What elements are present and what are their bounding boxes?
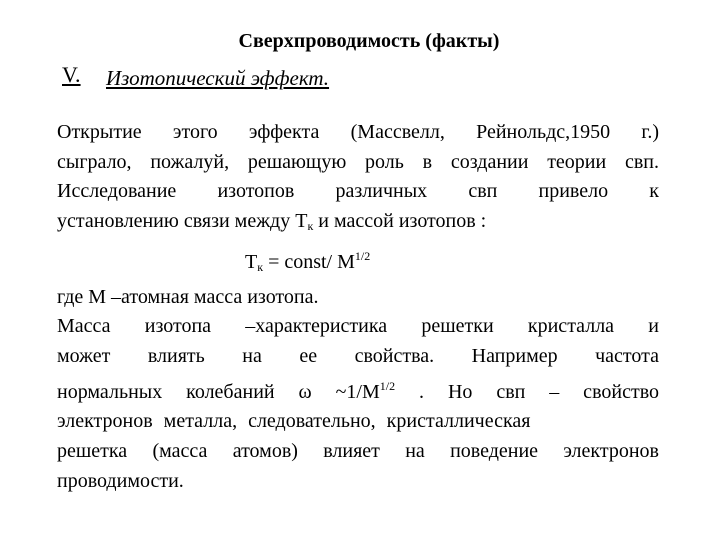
line-9-exponent: 1/2 <box>379 378 396 393</box>
slide-title: Сверхпроводимость (факты) <box>238 30 500 52</box>
body-line-6: где М –атомная масса изотопа. <box>57 285 319 308</box>
body-line-4 <box>57 207 659 242</box>
formula-subscript: к <box>257 259 264 274</box>
body-line-7: Масса изотопа –характеристика решетки кристалла и <box>57 315 659 338</box>
formula-body: = const/ M <box>263 250 355 273</box>
line-9-text-end: . Но свп – свойство <box>395 380 659 403</box>
body-line-2: сыграло, пожалуй, решающую роль в создании теории свп. <box>57 150 659 173</box>
formula <box>57 242 659 283</box>
body-line-9 <box>57 372 659 408</box>
body-line-10: электронов металла, следовательно, кристаллическая <box>57 410 531 433</box>
formula-t: T <box>245 250 258 273</box>
body-line-3: Исследование изотопов различных свп привело к <box>57 180 659 203</box>
section-title: Изотопический эффект. <box>106 66 330 90</box>
body-line-11: решетка (масса атомов) влияет на поведение электронов <box>57 440 659 463</box>
tc-subscript: к <box>307 219 314 234</box>
body-line-1: Открытие этого эффекта (Массвелл, Рейнольдс,1950 г.) <box>57 121 659 143</box>
line-4-text-end: и массой изотопов : <box>313 210 487 233</box>
section-number: V. <box>62 62 81 87</box>
line-9-text: нормальных колебаний ω ~1/M <box>57 380 380 403</box>
body-text <box>57 118 659 496</box>
body-line-8: может влиять на ее свойства. Например частота <box>57 344 659 367</box>
line-4-text: установлению связи между Т <box>57 210 308 233</box>
formula-exponent: 1/2 <box>354 248 371 263</box>
body-line-12: проводимости. <box>57 469 184 492</box>
